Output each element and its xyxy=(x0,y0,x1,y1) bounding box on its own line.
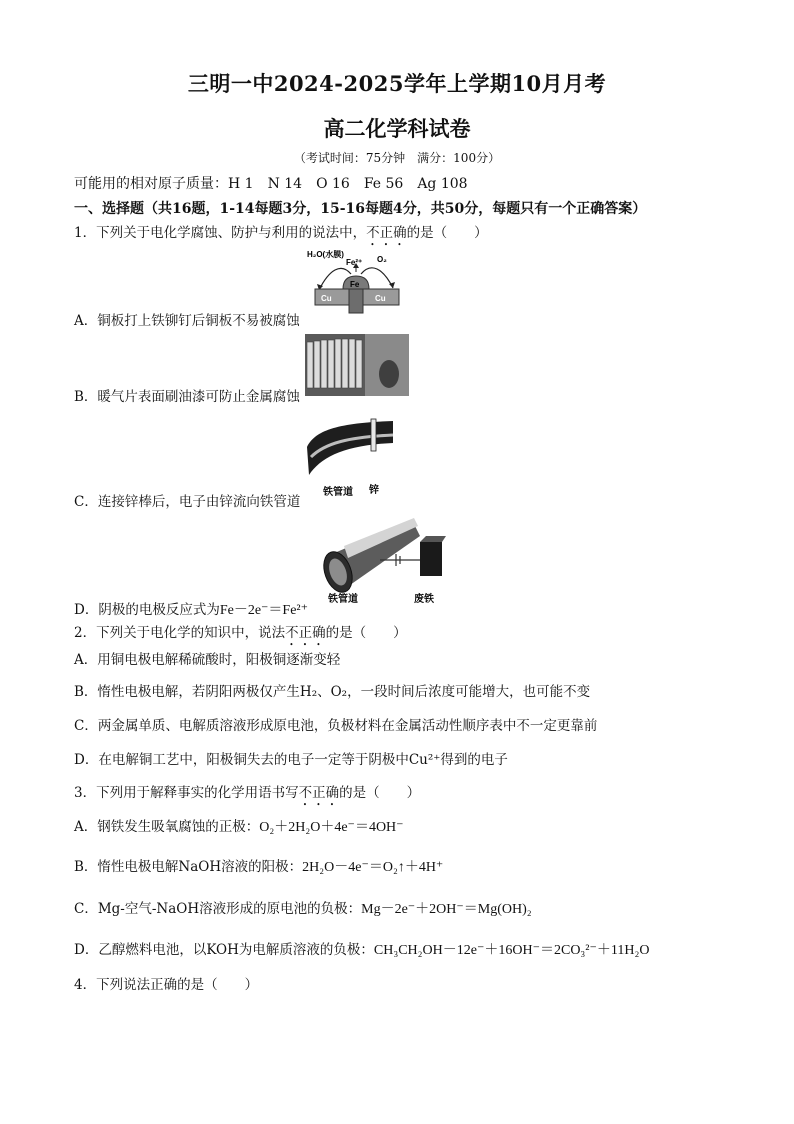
q3-option-b-text: B．惰性电极电解NaOH溶液的阳极： xyxy=(74,859,303,875)
figure-pipe-zinc xyxy=(305,417,395,501)
question-2-stem xyxy=(74,621,407,649)
q3-option-a-formula: O₂＋2H₂O＋4e⁻＝4OH⁻ xyxy=(259,820,404,835)
q2-stem-part1: 2．下列关于电化学的知识中，说法 xyxy=(74,625,286,641)
q1-option-d-text: D．阴极的电极反应式为 xyxy=(74,602,220,618)
q1-stem-emphasis: 不正确 xyxy=(366,225,407,241)
q2-option-c: C．两金属单质、电解质溶液形成原电池，负极材料在金属活动性顺序表中不一定更靠前 xyxy=(74,718,598,734)
q1-stem-part2: 的是（ ） xyxy=(406,225,488,241)
fig1-label-cu-left: Cu xyxy=(321,294,332,303)
fig1-label-fe2: Fe²⁺ xyxy=(346,258,363,267)
fig3-label-zinc: 锌 xyxy=(369,485,379,496)
q1-option-c: C．连接锌棒后，电子由锌流向铁管道 xyxy=(74,494,301,510)
q1-option-d xyxy=(74,598,308,619)
q3-stem-emphasis: 不正确 xyxy=(298,785,340,801)
q3-option-a-text: A．钢铁发生吸氧腐蚀的正极： xyxy=(74,819,260,835)
q2-stem-part2: 的是（ ） xyxy=(325,625,407,641)
question-4-stem: 4．下列说法正确的是（ ） xyxy=(74,977,259,993)
q3-option-c-text: C．Mg-空气-NaOH溶液形成的原电池的负极： xyxy=(74,901,362,917)
q3-option-a xyxy=(74,815,404,836)
q3-option-d xyxy=(74,938,649,959)
q2-option-d: D．在电解铜工艺中，阳极铜失去的电子一定等于阴极中Cu²⁺得到的电子 xyxy=(74,752,508,768)
q1-option-d-formula: Fe－2e⁻＝Fe²⁺ xyxy=(219,603,309,618)
q1-option-b: B．暖气片表面刷油漆可防止金属腐蚀 xyxy=(74,389,300,405)
q3-option-c xyxy=(74,897,532,918)
atomic-masses: 可能用的相对原子质量：H 1 N 14 O 16 Fe 56 Ag 108 xyxy=(74,176,468,192)
fig4-label-pipe: 铁管道 xyxy=(328,594,358,605)
fig4-label-scrap: 废铁 xyxy=(414,594,434,605)
exam-title: 三明一中2024-2025学年上学期10月月考 xyxy=(187,71,607,96)
question-3-stem xyxy=(74,781,420,809)
section-heading: 一、选择题（共16题，1-14每题3分，15-16每题4分，共50分，每题只有一个正确答案） xyxy=(74,201,647,217)
fig1-label-o2: O₂ xyxy=(377,255,387,264)
fig3-label-pipe: 铁管道 xyxy=(323,487,353,498)
figure-pipe-scrap-iron xyxy=(322,514,446,606)
fig1-label-fe: Fe xyxy=(350,280,360,289)
q2-option-a: A．用铜电极电解稀硫酸时，阳极铜逐渐变轻 xyxy=(74,652,341,668)
q3-stem-part1: 3．下列用于解释事实的化学用语书写 xyxy=(74,785,299,801)
q3-option-b-formula: 2H₂O－4e⁻＝O₂↑＋4H⁺ xyxy=(302,860,444,875)
q1-stem-part1: 1．下列关于电化学腐蚀、防护与利用的说法中， xyxy=(74,225,367,241)
q2-stem-emphasis: 不正确 xyxy=(285,625,326,641)
fig1-label-cu-right: Cu xyxy=(375,294,386,303)
q3-stem-part2: 的是（ ） xyxy=(339,785,421,801)
exam-subtitle: 高二化学科试卷 xyxy=(323,116,471,141)
q3-option-c-formula: Mg－2e⁻＋2OH⁻＝Mg(OH)₂ xyxy=(361,902,532,917)
q3-option-b xyxy=(74,855,443,876)
q3-option-d-text: D．乙醇燃料电池，以KOH为电解质溶液的负极： xyxy=(74,942,374,958)
q1-option-a: A．铜板打上铁铆钉后铜板不易被腐蚀 xyxy=(74,313,300,329)
figure-radiator-photo xyxy=(305,334,409,396)
q2-option-b: B．惰性电极电解，若阴阳两极仅产生H₂、O₂，一段时间后浓度可能增大，也可能不变 xyxy=(74,684,591,700)
exam-info: （考试时间：75分钟 满分：100分） xyxy=(293,151,501,165)
figure-copper-rivet xyxy=(305,244,407,316)
q3-option-d-formula: CH₃CH₂OH－12e⁻＋16OH⁻＝2CO₃²⁻＋11H₂O xyxy=(373,943,650,958)
question-1-stem xyxy=(74,221,488,249)
fig1-label-water: H₂O(水膜) xyxy=(307,250,344,259)
